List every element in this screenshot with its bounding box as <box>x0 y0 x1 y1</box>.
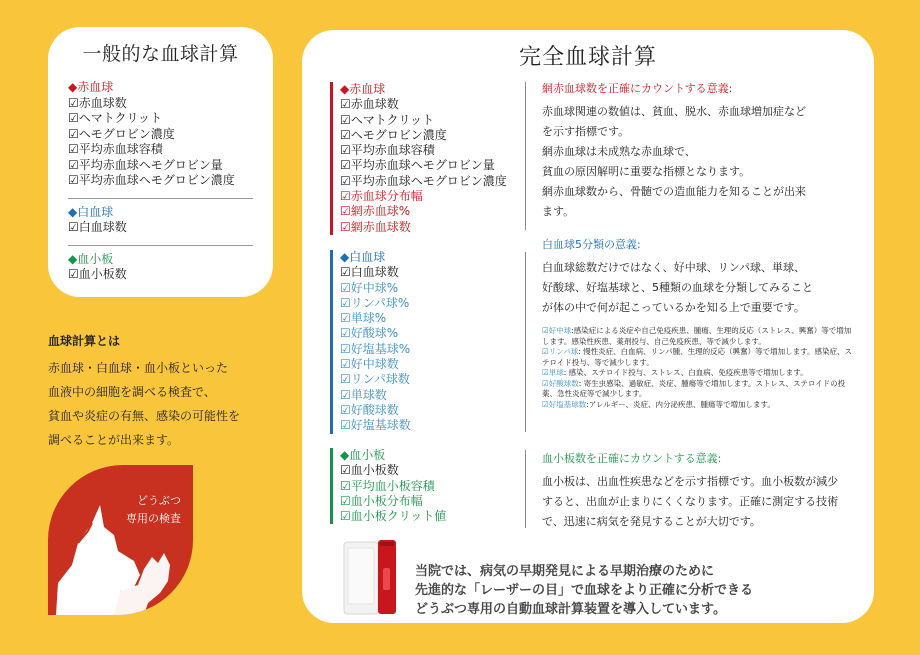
divider <box>525 82 526 230</box>
about-line: 貧血や炎症の有無、感染の可能性を <box>48 409 241 423</box>
detail-text: :感染症による炎症や自己免疫疾患、腫瘍、生理的反応（ストレス、興奮）等で増加します。感染性疾患、薬剤投与、自己免疫疾患、等で減少します。 <box>542 326 852 346</box>
list-item: ☑ヘモグロビン濃度 <box>68 126 175 141</box>
list-item: ☑白血球数 <box>340 265 399 280</box>
list-item: ☑血小板分布幅 <box>340 493 423 508</box>
desc-line: ます。 <box>542 205 575 218</box>
list-item: ☑平均赤血球ヘモグロビン濃度 <box>68 173 235 187</box>
list-item: ☑赤血球数 <box>340 97 399 112</box>
list-item: ☑好酸球% <box>340 326 399 341</box>
list-item: ☑網赤血球数 <box>340 219 411 234</box>
desc-plt-head: 血小板数を正確にカウントする意義: <box>542 452 722 465</box>
list-item: ☑好塩基球数 <box>340 418 411 433</box>
badge-line1: どうぶつ <box>137 494 181 507</box>
list-item: ☑ヘマトクリット <box>68 111 163 125</box>
list-item: ☑赤血球数 <box>68 95 127 110</box>
list-item: ☑平均血小板容積 <box>340 478 435 493</box>
list-item: ☑白血球数 <box>68 220 127 234</box>
desc-line: 白血球総数だけではなく、好中球、リンパ球、単球、 <box>542 261 806 274</box>
list-item: ☑好中球数 <box>340 357 399 372</box>
list-item: ☑好塩基球% <box>340 341 411 356</box>
desc-red <box>542 80 854 222</box>
list-item: ☑リンパ球数 <box>340 372 410 387</box>
red-head: ◆赤血球 <box>340 82 386 96</box>
lc-white-section <box>68 205 253 236</box>
analyzer-device-icon <box>342 538 398 616</box>
dog-cat-silhouette-icon <box>48 465 193 615</box>
list-item: ☑単球% <box>340 311 387 326</box>
desc-red-head: 網赤血球数を正確にカウントする意義: <box>542 82 733 95</box>
list-item: ☑血小板数 <box>68 267 127 281</box>
desc-line: 好酸球、好塩基球と、5種類の血球を分類してみること <box>542 281 813 294</box>
complete-cbc-title: 完全血球計算 <box>518 45 657 70</box>
about-line: 赤血球・白血球・血小板といった <box>48 361 229 375</box>
desc-line: 網赤血球は未成熟な赤血球で、 <box>542 145 696 158</box>
desc-white-head: 白血球5分類の意義: <box>542 238 641 251</box>
desc-line: 血小板は、出血性疾患などを示す指標です。血小板数が減少 <box>542 475 839 488</box>
white-cell-group <box>330 250 411 434</box>
list-item: ☑網赤血球% <box>340 204 411 219</box>
animal-badge <box>48 465 193 615</box>
wbc-detail <box>542 368 854 379</box>
notice-line: どうぶつ専用の自動血球計算装置を導入しています。 <box>415 602 726 617</box>
list-item: ☑ヘマトクリット <box>340 112 435 127</box>
complete-cbc-card <box>302 30 874 623</box>
list-item: ☑平均赤血球容積 <box>68 142 163 156</box>
general-cbc-title: 一般的な血球計算 <box>82 43 239 65</box>
list-item: ☑単球数 <box>340 387 387 402</box>
notice-line: 先進的な「レーザーの目」で血球をより正確に分析できる <box>415 583 754 598</box>
divider <box>525 450 526 528</box>
desc-line <box>542 258 854 318</box>
lc-white-head: ◆白血球 <box>68 204 114 219</box>
about-head: 血球計算とは <box>48 334 121 348</box>
list-item: ☑赤血球分布幅 <box>340 189 423 204</box>
list-item: ☑平均赤血球ヘモグロビン濃度 <box>340 173 507 188</box>
list-item: ☑好中球% <box>340 280 399 295</box>
desc-line: すると、出血が止まりにくくなります。正確に測定する技術 <box>542 495 839 508</box>
plt-head: ◆血小板 <box>340 448 386 462</box>
platelet-group <box>330 448 446 524</box>
lc-plt-section <box>68 252 253 283</box>
list-item: ☑ヘモグロビン濃度 <box>340 127 447 142</box>
white-head: ◆白血球 <box>340 250 386 264</box>
list-item: ☑血小板数 <box>340 463 399 478</box>
desc-line: を示す指標です。 <box>542 125 630 138</box>
divider <box>525 252 526 432</box>
red-cell-group <box>330 82 507 235</box>
detail-text: :アレルギー、炎症、内分泌疾患、腫瘍等で増加します。 <box>586 399 775 409</box>
badge-line2: 専用の検査 <box>126 512 181 525</box>
detail-label: ☑リンパ球 <box>542 347 579 356</box>
desc-line: が体の中で何が起こっているかを知る上で重要です。 <box>542 301 805 314</box>
detail-text: : 慢性炎症、白血病、リンパ腫、生理的反応（興奮）等で増加します。感染症、ステロイド投与、等で減少します。 <box>542 347 852 367</box>
clinic-notice <box>415 562 753 619</box>
divider <box>68 245 253 246</box>
wbc-detail <box>542 400 854 411</box>
lc-red-section <box>68 80 253 189</box>
lc-plt-head: ◆血小板 <box>68 251 114 266</box>
detail-text: : 寄生虫感染、過敏症、炎症、腫瘍等で増加します。ストレス、ステロイドの投薬、急性炎症等で減少します。 <box>542 378 846 398</box>
wbc-detail <box>542 379 854 400</box>
detail-label: ☑単球 <box>542 368 564 377</box>
notice-line: 当院では、病気の早期発見による早期治療のために <box>415 564 715 579</box>
list-item: ☑リンパ球% <box>340 295 410 310</box>
divider <box>68 198 253 199</box>
about-line: 調べることが出来ます。 <box>48 433 180 447</box>
list-item: ☑好酸球数 <box>340 402 399 417</box>
list-item: ☑平均赤血球ヘモグロビン量 <box>68 157 223 172</box>
lc-red-head: ◆赤血球 <box>68 80 114 94</box>
desc-line: 赤血球関連の数値は、貧血、脱水、赤血球増加症など <box>542 105 806 118</box>
list-item: ☑血小板クリット値 <box>340 509 447 524</box>
about-cbc <box>48 332 288 452</box>
detail-label: ☑好酸球数 <box>542 378 579 388</box>
wbc-detail <box>542 347 854 368</box>
detail-label: ☑好塩基球数 <box>542 399 587 409</box>
desc-plt <box>542 450 854 532</box>
list-item: ☑平均赤血球ヘモグロビン量 <box>340 158 495 173</box>
about-line: 血液中の細胞を調べる検査で、 <box>48 385 216 399</box>
general-cbc-card <box>48 27 273 297</box>
desc-line: 貧血の原因解明に重要な指標となります。 <box>542 165 751 178</box>
wbc-detail <box>542 326 854 347</box>
list-item: ☑平均赤血球容積 <box>340 143 435 158</box>
detail-label: ☑好中球 <box>542 326 572 335</box>
desc-line: で、迅速に病気を発見することが大切です。 <box>542 515 761 528</box>
desc-white <box>542 236 854 410</box>
desc-line: 網赤血球数から、骨髄での造血能力を知ることが出来 <box>542 185 806 198</box>
detail-text: : 感染、ステロイド投与、ストレス、白血病、免疫疾患等で増加します。 <box>563 368 808 377</box>
